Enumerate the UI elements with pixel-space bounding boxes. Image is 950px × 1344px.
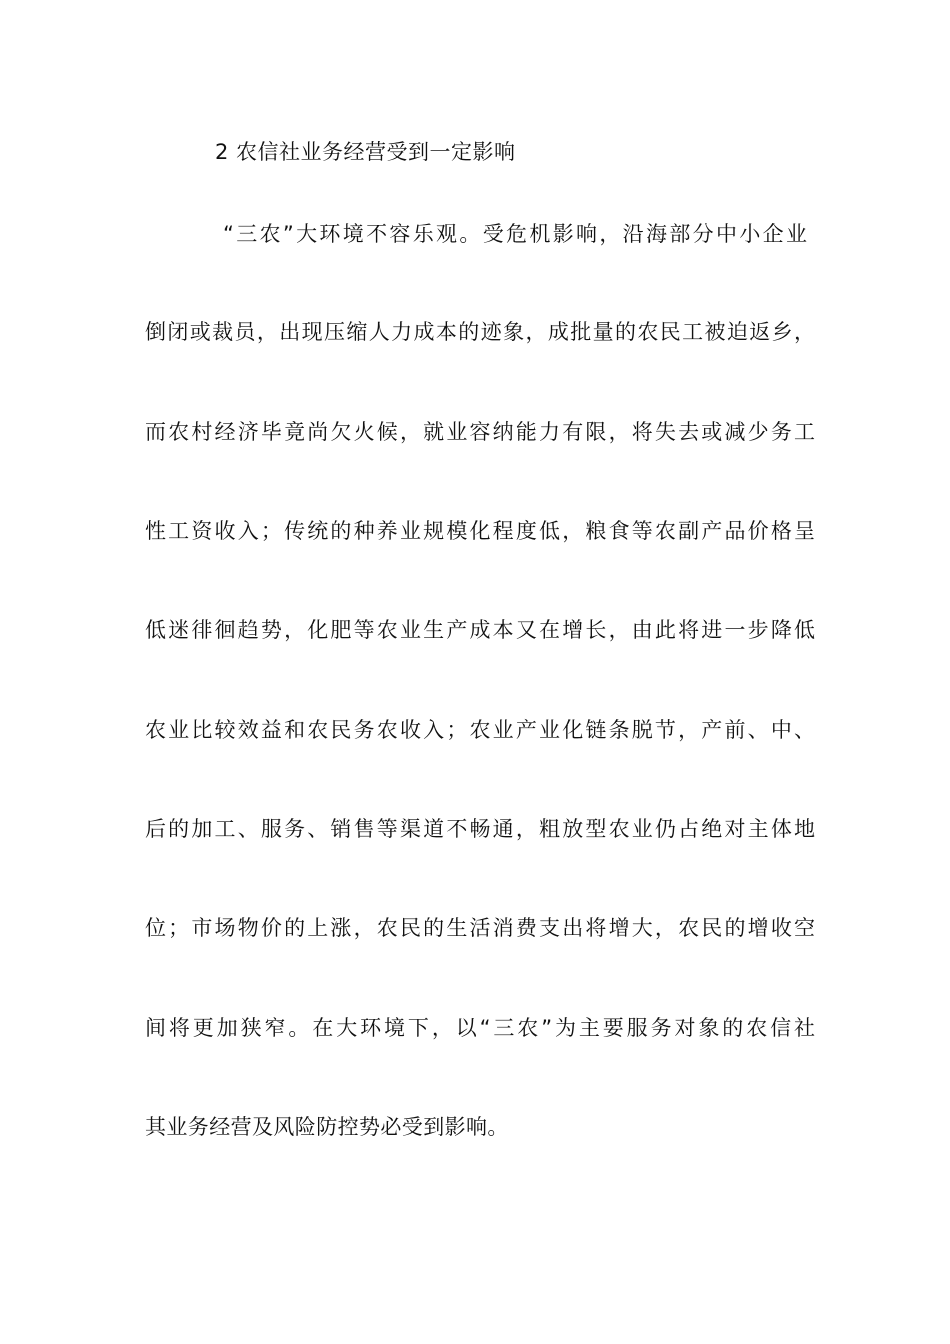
paragraph-line-4: 性工资收入；传统的种养业规模化程度低，粮食等农副产品价格呈 xyxy=(145,519,815,543)
paragraph-line-7: 后的加工、服务、销售等渠道不畅通，粗放型农业仍占绝对主体地 xyxy=(145,817,815,841)
paragraph-line-10: 其业务经营及风险防控势必受到影响。 xyxy=(145,1115,509,1139)
paragraph-line-5: 低迷徘徊趋势，化肥等农业生产成本又在增长，由此将进一步降低 xyxy=(145,618,815,642)
section-heading: 2 农信社业务经营受到一定影响 xyxy=(215,140,516,164)
paragraph-line-8: 位；市场物价的上涨，农民的生活消费支出将增大，农民的增收空 xyxy=(145,916,815,940)
paragraph-line-9: 间将更加狭窄。在大环境下，以“三农”为主要服务对象的农信社 xyxy=(145,1016,815,1040)
paragraph-line-2: 倒闭或裁员，出现压缩人力成本的迹象，成批量的农民工被迫返乡， xyxy=(145,320,815,344)
paragraph-line-3: 而农村经济毕竟尚欠火候，就业容纳能力有限，将失去或减少务工 xyxy=(145,420,815,444)
paragraph-line-1: “三农”大环境不容乐观。受危机影响，沿海部分中小企业 xyxy=(223,222,807,246)
paragraph-line-6: 农业比较效益和农民务农收入；农业产业化链条脱节，产前、中、 xyxy=(145,718,815,742)
